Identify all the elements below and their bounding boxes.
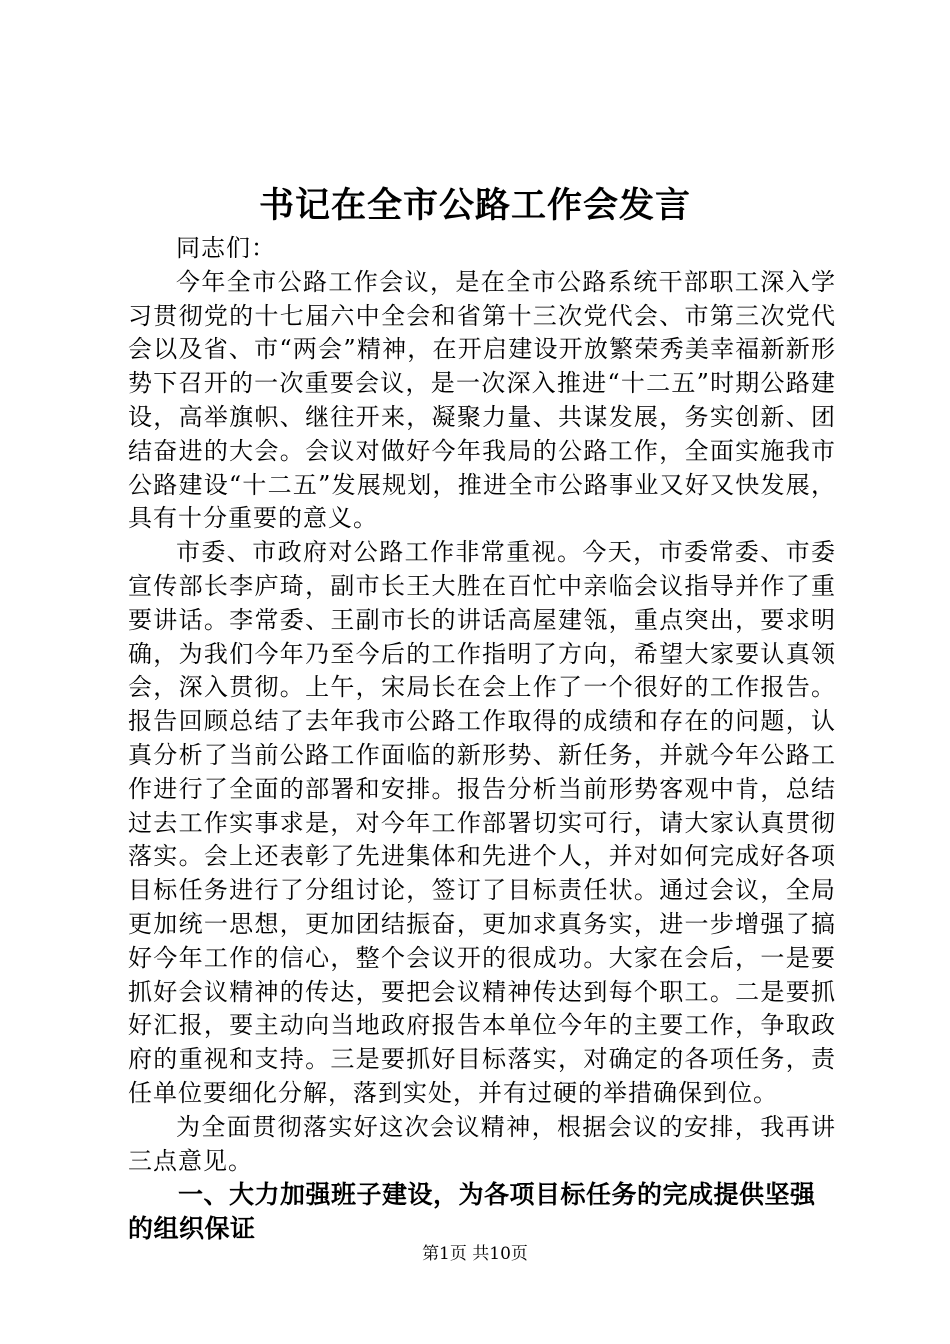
document-title: 书记在全市公路工作会发言 [258,185,691,226]
paragraph-3: 为全面贯彻落实好这次会议精神，根据会议的安排，我再讲三点意见。 [128,1112,836,1175]
section-heading: 一、大力加强班子建设，为各项目标任务的完成提供坚强的组织保证 [128,1180,816,1244]
paragraph-1: 今年全市公路工作会议，是在全市公路系统干部职工深入学习贯彻党的十七届六中全会和省第十三次党代会、市第三次党代会以及省、市“两会”精神，在开启建设开放繁荣秀美幸福新新形势下召开的一次重要会议，是一次深入推进“十二五”时期公路建设，高举旗帜、继往开来，凝聚力量、共谋发展，务实创新、团结奋进的大会。会议对做好今年我局的公路工作，全面实施我市公路建设“十二五”发展规划，推进全市公路事业又好又快发展，具有十分重要的意义。 [128,267,836,533]
document-body [128,232,836,1246]
salutation: 同志们： [176,234,276,262]
page-number-footer: 第1页 共10页 [422,1244,528,1264]
paragraph-2: 市委、市政府对公路工作非常重视。今天，市委常委、市委宣传部长李庐琦，副市长王大胜在百忙中亲临会议指导并作了重要讲话。李常委、王副市长的讲话高屋建瓴，重点突出，要求明确，为我们今年乃至今后的工作指明了方向，希望大家要认真领会，深入贯彻。上午，宋局长在会上作了一个很好的工作报告。报告回顾总结了去年我市公路工作取得的成绩和存在的问题，认真分析了当前公路工作面临的新形势、新任务，并就今年公路工作进行了全面的部署和安排。报告分析当前形势客观中肯，总结过去工作实事求是，对今年工作部署切实可行，请大家认真贯彻落实。会上还表彰了先进集体和先进个人，并对如何完成好各项目标任务进行了分组讨论，签订了目标责任状。通过会议，全局更加统一思想，更加团结振奋，更加求真务实，进一步增强了搞好今年工作的信心，整个会议开的很成功。大家在会后，一是要抓好会议精神的传达，要把会议精神传达到每个职工。二是要抓好汇报，要主动向当地政府报告本单位今年的主要工作，争取政府的重视和支持。三是要抓好目标落实，对确定的各项任务，责任单位要细化分解，落到实处，并有过硬的举措确保到位。 [128,538,836,1107]
